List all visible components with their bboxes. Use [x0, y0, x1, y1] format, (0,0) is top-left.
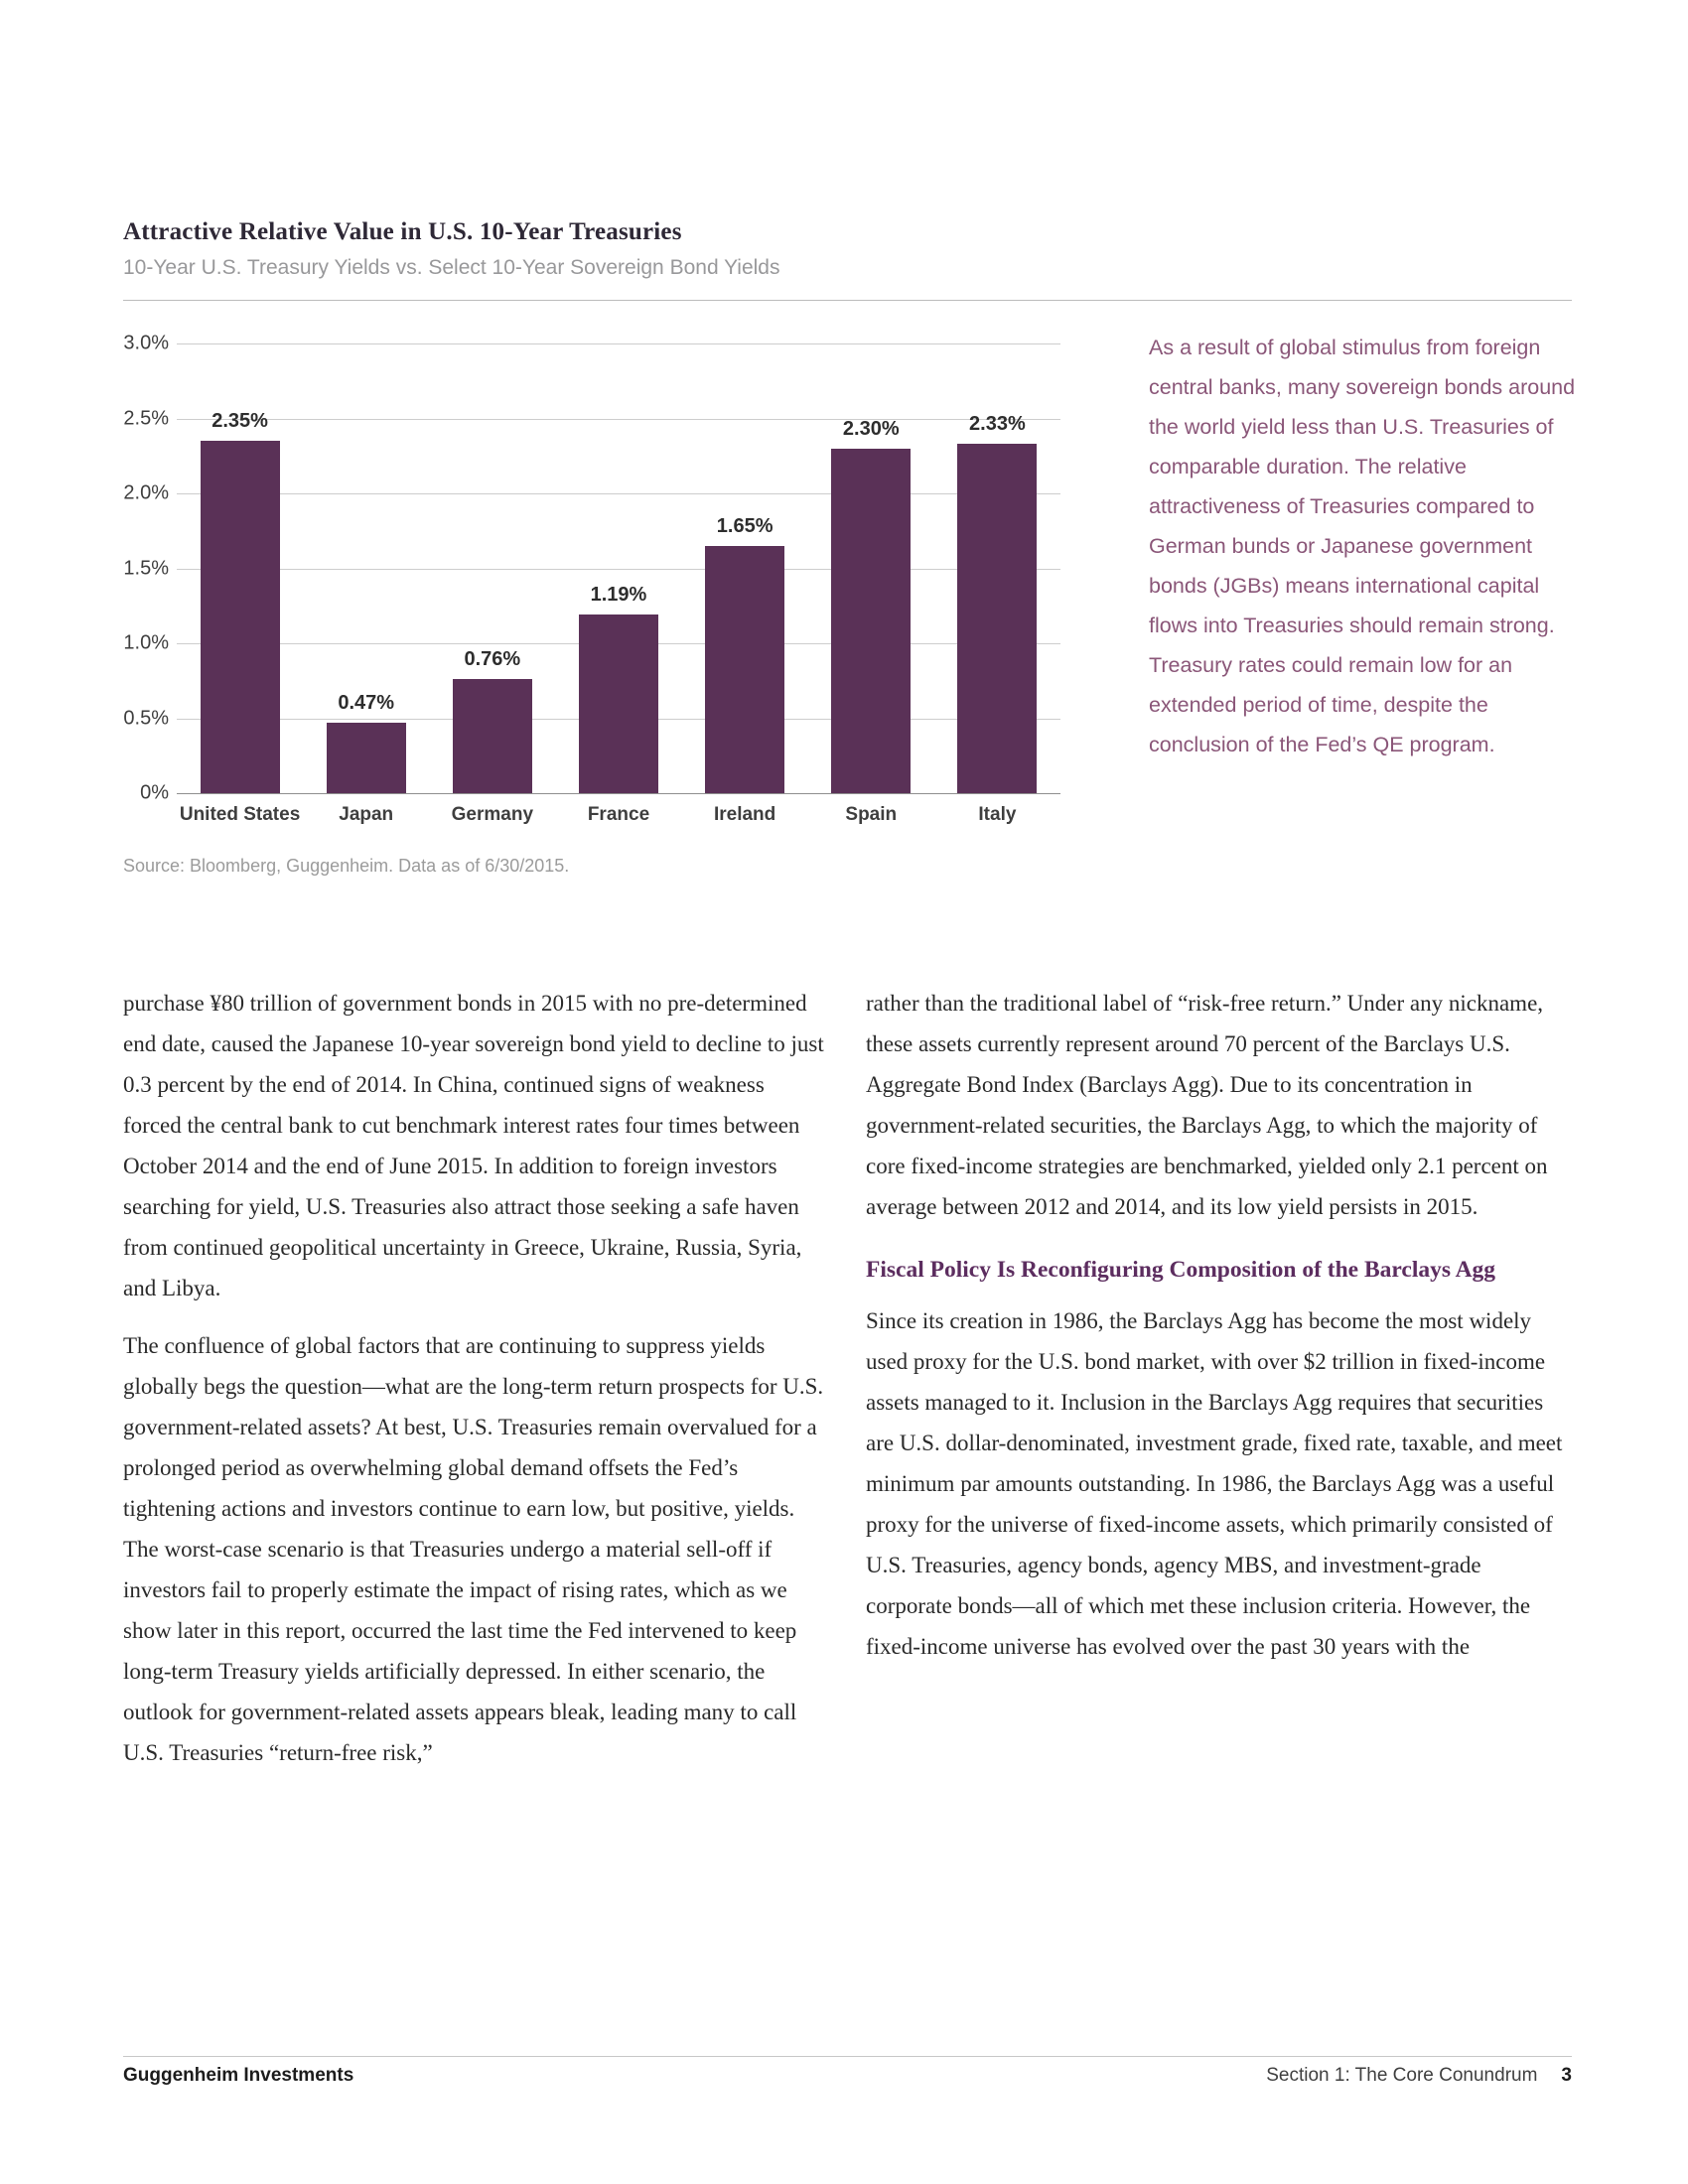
footer-section-label: Section 1: The Core Conundrum [1266, 2065, 1538, 2086]
x-axis-category-label: Japan [339, 804, 394, 825]
bar-united-states [201, 441, 280, 793]
header-divider [123, 300, 1572, 301]
y-axis [123, 332, 169, 804]
x-axis-category-label: Germany [451, 804, 534, 825]
bar-slot [934, 343, 1060, 825]
bar-italy [957, 444, 1037, 793]
footer-brand: Guggenheim Investments [123, 2065, 354, 2086]
bar-japan [327, 723, 406, 793]
chart-title: Attractive Relative Value in U.S. 10-Year Treasuries [123, 218, 682, 245]
bar-chart [123, 332, 1060, 885]
body-paragraph: purchase ¥80 trillion of government bonds in 2015 with no pre-determined end date, caused the Japanese 10-year sovereign bond yield to decline to just 0.3 percent by the end of 2014. In China, continued signs of weakness forced the central bank to cut benchmark interest rates four times between October 2014 and the end of June 2015. In addition to foreign investors searching for yield, U.S. Treasuries also attract those seeking a safe haven from continued geopolitical uncertainty in Greece, Ukraine, Russia, Syria, and Libya. [123, 991, 824, 1300]
footer-section [1266, 2065, 1572, 2087]
body-paragraph: rather than the traditional label of “risk-free return.” Under any nickname, these assets currently represent around 70 percent of the Barclays U.S. Aggregate Bond Index (Barclays Agg). Due to its concentration in government-related securities, the Barclays Agg, to which the majority of core fixed-income strategies are benchmarked, yielded only 2.1 percent on average between 2012 and 2014, and its low yield persists in 2015. [866, 991, 1548, 1219]
bar-value-label: 0.76% [464, 648, 521, 670]
bar-slot [682, 343, 808, 825]
bar-value-label: 2.35% [211, 410, 268, 432]
y-axis-tick-label: 0.5% [123, 707, 169, 730]
footer-divider [123, 2056, 1572, 2057]
bar-spain [831, 449, 911, 793]
bar-france [579, 614, 658, 793]
bar-series [177, 343, 1060, 825]
bar-ireland [705, 546, 784, 793]
bar-value-label: 0.47% [338, 692, 395, 714]
bar-slot [303, 343, 429, 825]
body-paragraph: Since its creation in 1986, the Barclays Agg has become the most widely used proxy for the U.S. bond market, with over $2 trillion in fixed-income assets managed to it. Inclusion in the Barclays Agg requires that securities are U.S. dollar-denominated, investment grade, fixed rate, taxable, and meet minimum par amounts outstanding. In 1986, the Barclays Agg was a useful proxy for the universe of fixed-income assets, which primarily consisted of U.S. Treasuries, agency bonds, agency MBS, and investment-grade corporate bonds—all of which met these inclusion criteria. However, the fixed-income universe has evolved over the past 30 years with the [866, 1308, 1563, 1659]
footer-page-number: 3 [1561, 2065, 1572, 2086]
y-axis-tick-label: 3.0% [123, 332, 169, 354]
bar-value-label: 2.33% [969, 413, 1026, 435]
x-axis-category-label: Spain [845, 804, 898, 825]
x-axis-category-label: Italy [978, 804, 1017, 825]
bar-slot [177, 343, 303, 825]
bar-value-label: 1.65% [716, 515, 774, 537]
chart-source-note: Source: Bloomberg, Guggenheim. Data as of 6/30/2015. [123, 856, 570, 876]
bar-value-label: 2.30% [842, 418, 900, 440]
bar-germany [453, 679, 532, 793]
y-axis-tick-label: 0% [140, 781, 169, 804]
bar-slot [429, 343, 555, 825]
section-heading: Fiscal Policy Is Reconfiguring Composition of the Barclays Agg [866, 1257, 1496, 1283]
y-axis-tick-label: 2.0% [123, 481, 169, 504]
x-axis-category-label: Ireland [713, 804, 776, 825]
footer [123, 2065, 1572, 2087]
body-paragraph: The confluence of global factors that are continuing to suppress yields globally begs the question—what are the long-term return prospects for U.S. government-related assets? At best, U.S. Treasuries remain overvalued for a prolonged period as overwhelming global demand offsets the Fed’s tightening actions and investors continue to earn low, but positive, yields. The worst-case scenario is that Treasuries undergo a material sell-off if investors fail to properly estimate the impact of rising rates, which as we show later in this report, occurred the last time the Fed intervened to keep long-term Treasury yields artificially depressed. In either scenario, the outlook for government-related assets appears bleak, leading many to call U.S. Treasuries “return-free risk,” [123, 1333, 824, 1765]
x-axis-category-label: United States [179, 804, 301, 825]
plot-area [177, 343, 1060, 825]
y-axis-tick-label: 1.5% [123, 557, 169, 580]
y-axis-tick-label: 1.0% [123, 631, 169, 654]
sidebar-callout-text: As a result of global stimulus from foreign central banks, many sovereign bonds around the world yield less than U.S. Treasuries of comparable duration. The relative attractiveness of Treasuries compared to German bunds or Japanese government bonds (JGBs) means international capital flows into Treasuries should remain strong. Treasury rates could remain low for an extended period of time, despite the conclusion of the Fed’s QE program. [1149, 336, 1576, 756]
body-column-right [866, 983, 1573, 1684]
bar-slot [555, 343, 681, 825]
body-column-left [123, 983, 824, 1790]
y-axis-tick-label: 2.5% [123, 407, 169, 430]
x-axis-category-label: France [587, 804, 650, 825]
bar-slot [808, 343, 934, 825]
chart-subtitle: 10-Year U.S. Treasury Yields vs. Select 10-Year Sovereign Bond Yields [123, 256, 780, 279]
gridline [177, 793, 1060, 794]
bar-value-label: 1.19% [590, 584, 647, 606]
